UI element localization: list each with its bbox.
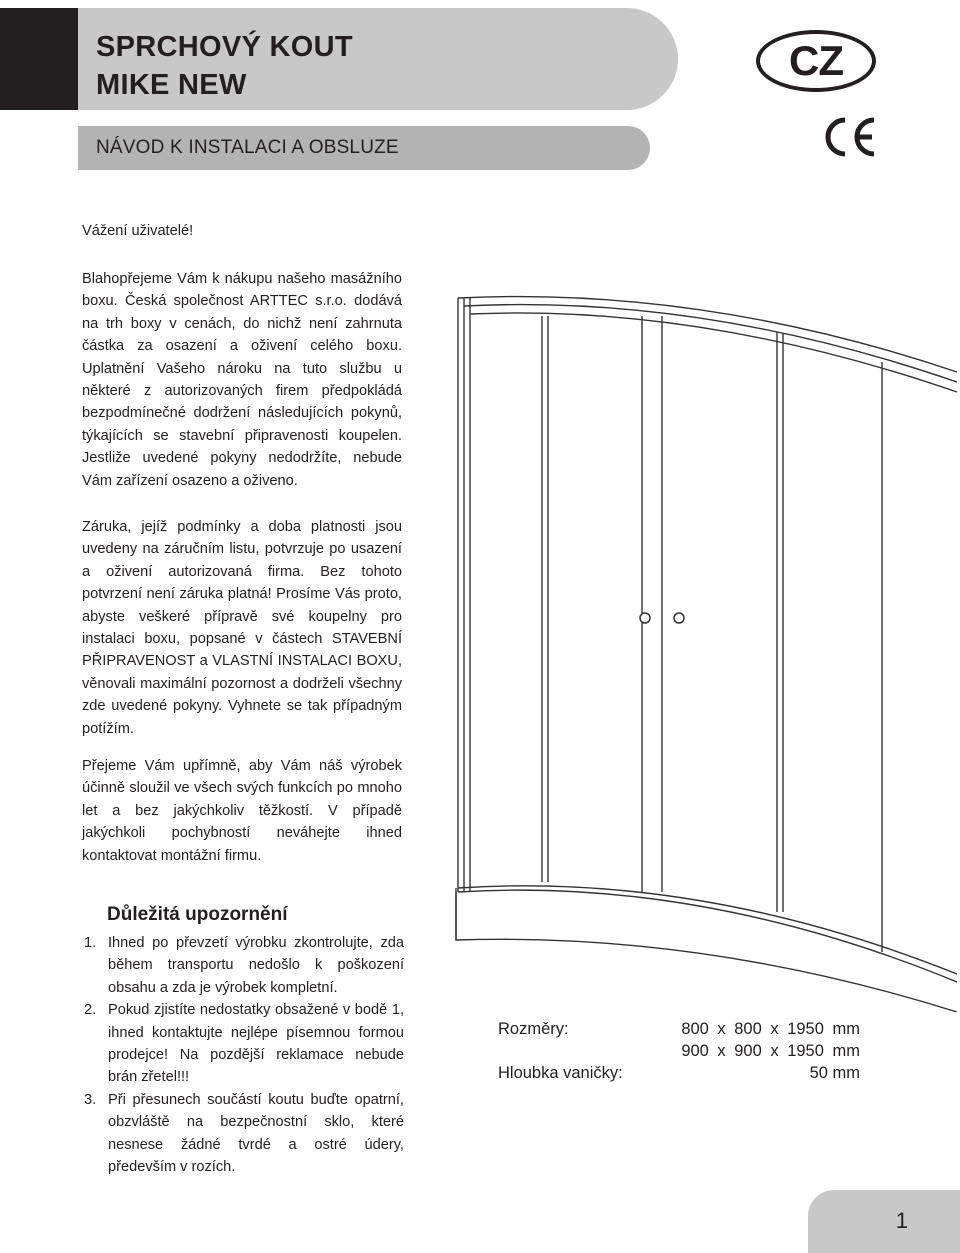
tray-depth-value: 50 mm	[809, 1064, 860, 1082]
country-badge: CZ	[756, 30, 876, 92]
list-item	[84, 932, 404, 999]
dimensions-value-1: 800 x 800 x 1950 mm	[681, 1020, 860, 1038]
list-item-text: Pokud zjistíte nedostatky obsažené v bodě 1, ihned kontaktujte nejlépe písemnou formou prodejce! Na pozdější reklamace nebude brán zřetel!!!	[108, 1002, 404, 1086]
list-item-text: Při přesunech součástí koutu buďte opatrní, obzvláště na bezpečnostní sklo, které nesnese žádné tvrdé a ostré údery, především v rozích.	[108, 1091, 404, 1176]
page-title	[96, 28, 353, 104]
dimensions-row	[498, 1018, 860, 1040]
header-black-block	[0, 8, 78, 110]
dimensions-label: Rozměry:	[498, 1020, 569, 1038]
list-item	[84, 999, 404, 1089]
intro-paragraph-3: Přejeme Vám upřímně, aby Vám náš výrobek účinně sloužil ve všech svých funkcích po mnoho let a bez jakýchkoliv těžkostí. V případě jakýchkoli pochybností neváhejte ihned kontaktovat montážní firmu.	[82, 758, 402, 864]
title-line-1: SPRCHOVÝ KOUT	[96, 31, 353, 63]
list-item-text: Ihned po převzetí výrobku zkontrolujte, zda během transportu nedošlo k poškození obsahu a zda je výrobek kompletní.	[108, 935, 404, 996]
page-number: 1	[895, 1208, 908, 1233]
shower-enclosure-drawing	[452, 292, 960, 1012]
list-item-number: 2.	[84, 1002, 97, 1019]
tray-depth-row	[498, 1062, 860, 1084]
intro-paragraph-1: Blahopřejeme Vám k nákupu našeho masážního boxu. Česká společnost ARTTEC s.r.o. dodává na trh boxy v cenách, do nichž není zahrnuta částka za osazení a oživení celého boxu. Uplatnění Vašeho nároku na tuto službu u některé z autorizovaných firem předpokládá bezpodmínečné dodržení následujících pokynů, týkajících se stavební připravenosti koupelen. Jestliže uvedené pokyny nedodržíte, nebude Vám zařízení osazeno a oživeno.	[82, 271, 402, 489]
ce-mark-icon	[820, 116, 878, 158]
list-item	[84, 1089, 404, 1179]
tray-depth-label: Hloubka vaničky:	[498, 1064, 623, 1082]
dimensions-row	[498, 1040, 860, 1062]
intro-paragraph-2: Záruka, jejíž podmínky a doba platnosti jsou uvedeny na záručním listu, potvrzuje po usazení a oživení autorizovaná firma. Bez tohoto potvrzení není záruka platná! Prosíme Vás proto, abyste veškeré přípravě své koupelny pro instalaci boxu, popsané v částech STAVEBNÍ PŘIPRAVENOST a VLASTNÍ INSTALACI BOXU, věnovali maximální pozornost a dodrželi všechny zde uvedené pokyny. Vyhnete se tak případným potížím.	[82, 519, 402, 737]
page-number-tab	[808, 1190, 960, 1253]
page-subtitle: NÁVOD K INSTALACI A OBSLUZE	[96, 137, 399, 158]
greeting: Vážení uživatelé!	[82, 223, 194, 239]
important-notices-title: Důležitá upozornění	[107, 904, 288, 925]
dimensions-value-2: 900 x 900 x 1950 mm	[681, 1042, 860, 1060]
list-item-number: 1.	[84, 935, 97, 951]
list-item-number: 3.	[84, 1091, 97, 1108]
title-line-2: MIKE NEW	[96, 69, 247, 101]
important-notices-list	[84, 932, 404, 1178]
dimensions-table	[498, 1018, 860, 1084]
